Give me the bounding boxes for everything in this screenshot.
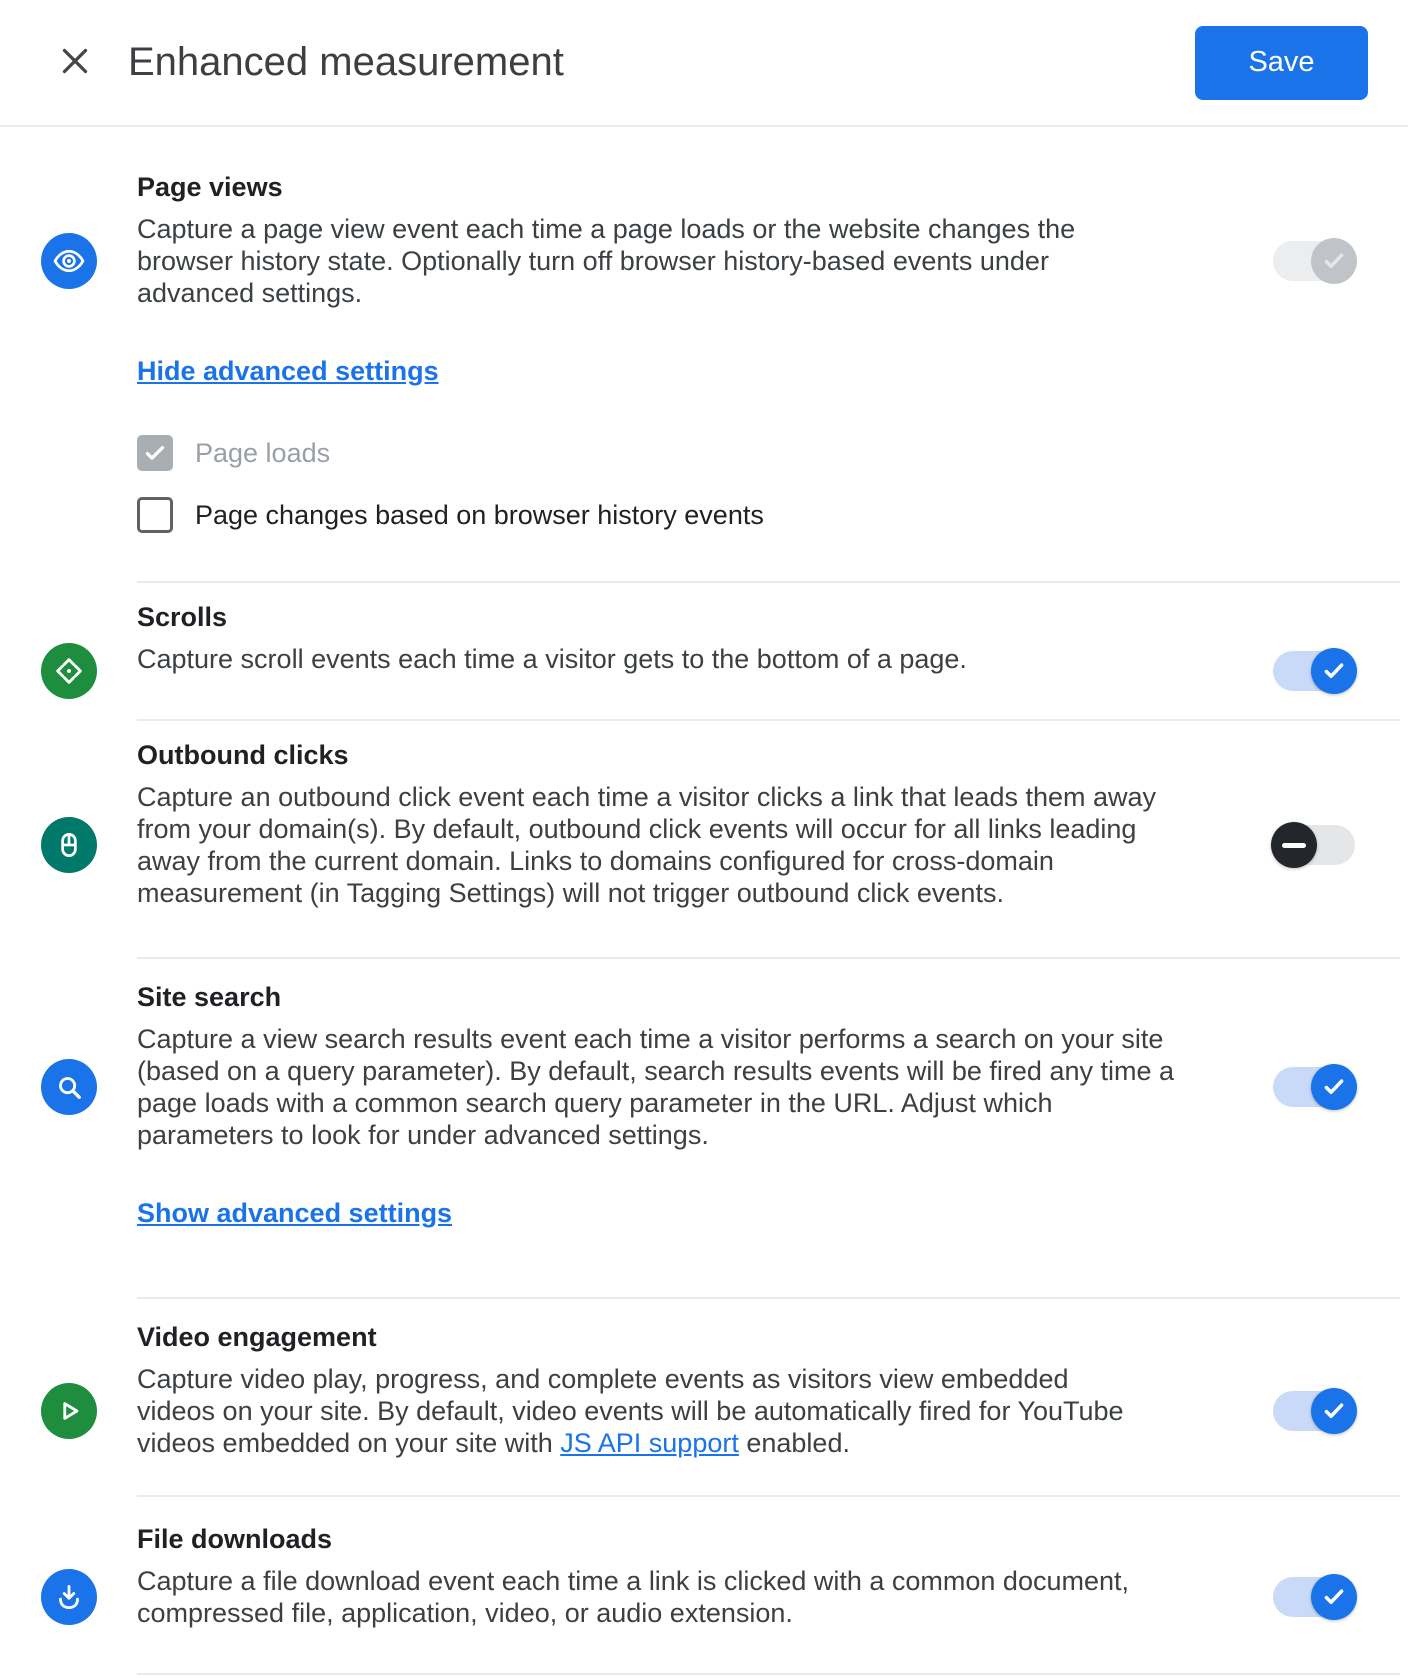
section-title: File downloads	[137, 1524, 333, 1554]
page-loads-checkbox[interactable]	[137, 435, 173, 471]
section-description: Capture an outbound click event each time a visitor clicks a link that leads them away from your domain(s). By default, outbound click events will occur for all links leading away from the current domain. Links to domains configured for cross-domain measurement (in Tagging Settings) will not trigger outbound click events.	[137, 782, 1157, 908]
close-button[interactable]	[52, 40, 98, 86]
play-icon	[41, 1383, 97, 1439]
checkbox-label: Page loads	[195, 437, 331, 468]
site-search-toggle[interactable]	[1273, 1067, 1355, 1107]
toggle-knob	[1271, 822, 1317, 868]
toggle-knob	[1311, 238, 1357, 284]
section-title: Scrolls	[137, 602, 228, 632]
panel-header	[0, 0, 1408, 127]
page-changes-option	[137, 497, 1188, 533]
section-description: Capture a page view event each time a page loads or the website changes the browser history state. Optionally turn off browser history-based events under advanced settings.	[137, 214, 1076, 308]
outbound-clicks-toggle[interactable]	[1273, 825, 1355, 865]
description-text: enabled.	[738, 1428, 850, 1458]
page-loads-option	[137, 435, 1188, 471]
dash-icon	[1282, 843, 1306, 848]
section-divider	[137, 1673, 1400, 1675]
page-views-advanced-options	[137, 435, 1188, 533]
save-button[interactable]: Save	[1195, 26, 1368, 100]
section-video-engagement	[0, 1299, 1408, 1495]
scrolls-toggle[interactable]	[1273, 651, 1355, 691]
section-description: Capture a file download event each time a link is clicked with a common document, compressed file, application, video, or audio extension.	[137, 1566, 1129, 1628]
download-icon	[41, 1569, 97, 1625]
hide-advanced-settings-link[interactable]: Hide advanced settings	[137, 356, 439, 386]
page-changes-checkbox[interactable]	[137, 497, 173, 533]
section-description: Capture scroll events each time a visitor gets to the bottom of a page.	[137, 644, 967, 674]
description-text: Capture video play, progress, and complete events as visitors view embedded videos on your site. By default, video events will be automatically fired for YouTube videos embedded on your site with	[137, 1364, 1124, 1458]
section-title: Site search	[137, 982, 282, 1012]
page-views-toggle[interactable]	[1273, 241, 1355, 281]
page-title: Enhanced measurement	[128, 40, 564, 84]
show-advanced-settings-link[interactable]: Show advanced settings	[137, 1198, 453, 1228]
section-description	[137, 1363, 1152, 1459]
section-description: Capture a view search results event each time a visitor performs a search on your site (based on a query parameter). By default, search results events will be fired any time a page loads with a common search query parameter in the URL. Adjust which parameters to look for under advanced settings.	[137, 1024, 1175, 1150]
section-file-downloads	[0, 1497, 1408, 1673]
toggle-knob	[1311, 1064, 1357, 1110]
eye-icon	[41, 233, 97, 289]
section-site-search	[0, 959, 1408, 1297]
section-scrolls	[0, 583, 1408, 719]
close-icon	[54, 40, 96, 85]
section-outbound-clicks	[0, 721, 1408, 957]
checkbox-label: Page changes based on browser history events	[195, 499, 764, 530]
section-title: Video engagement	[137, 1322, 377, 1352]
section-title: Outbound clicks	[137, 740, 349, 770]
section-page-views	[0, 127, 1408, 581]
video-engagement-toggle[interactable]	[1273, 1391, 1355, 1431]
toggle-knob	[1311, 1388, 1357, 1434]
toggle-knob	[1311, 648, 1357, 694]
mouse-icon	[41, 817, 97, 873]
section-title: Page views	[137, 172, 283, 202]
search-icon	[41, 1059, 97, 1115]
file-downloads-toggle[interactable]	[1273, 1577, 1355, 1617]
toggle-knob	[1311, 1574, 1357, 1620]
js-api-support-link[interactable]: JS API support	[560, 1428, 739, 1458]
scroll-icon	[41, 643, 97, 699]
